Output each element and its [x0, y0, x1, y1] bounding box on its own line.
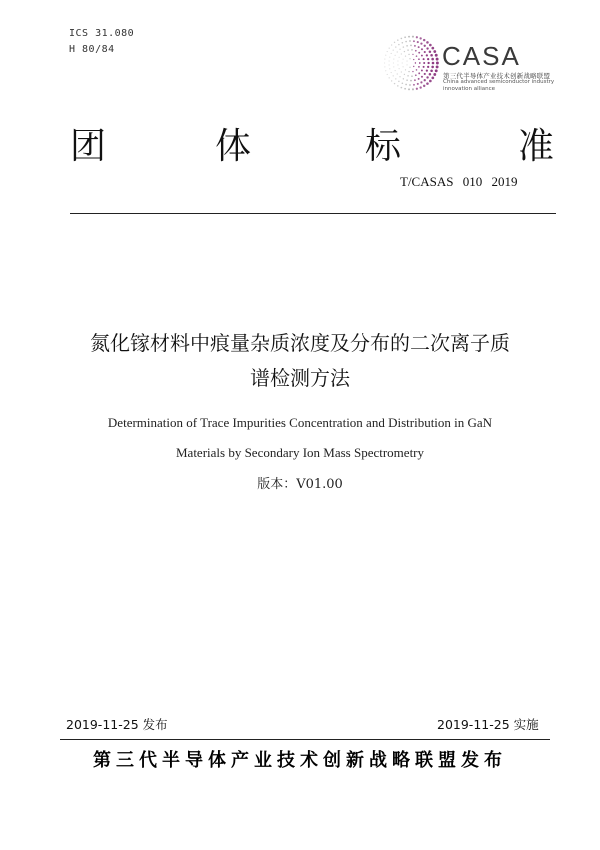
- logo-dot: [403, 78, 404, 79]
- ics-code: ICS 31.080: [69, 28, 135, 39]
- logo-dot: [410, 45, 412, 47]
- logo-dot: [395, 55, 396, 56]
- logo-dot: [389, 64, 390, 65]
- logo-dot: [394, 42, 395, 43]
- logo-dot: [391, 72, 392, 73]
- logo-dot: [398, 44, 399, 45]
- ccs-code: H 80/84: [69, 44, 115, 55]
- title-chinese-line-2: 谱检测方法: [250, 366, 350, 390]
- standard-type-char-4: 准: [518, 126, 555, 167]
- casa-logo-icon: [382, 34, 440, 92]
- logo-dot: [393, 75, 394, 76]
- logo-english-name: [443, 79, 554, 93]
- logo-dot: [416, 69, 418, 71]
- logo-dot: [418, 72, 420, 74]
- logo-dot: [412, 71, 413, 72]
- logo-dot: [404, 51, 405, 52]
- header-divider: [70, 213, 556, 214]
- logo-dot: [419, 62, 421, 64]
- logo-dot: [430, 54, 433, 57]
- logo-dot: [402, 62, 403, 63]
- logo-dot: [415, 50, 417, 52]
- logo-dot: [432, 62, 435, 65]
- logo-dot: [394, 83, 395, 84]
- logo-dot: [423, 66, 425, 68]
- standard-type-char-3: 标: [365, 126, 402, 167]
- logo-dot: [407, 75, 408, 76]
- logo-dot: [389, 48, 390, 49]
- logo-dot: [399, 68, 400, 69]
- logo-dot: [416, 55, 418, 57]
- logo-dot: [429, 44, 432, 47]
- logo-dot: [410, 80, 412, 82]
- logo-dot: [405, 41, 407, 43]
- logo-dot: [391, 44, 392, 45]
- logo-dot: [423, 58, 425, 60]
- logo-dot: [403, 46, 404, 47]
- logo-dot: [424, 73, 426, 75]
- logo-dot: [391, 80, 392, 81]
- logo-dot: [403, 66, 404, 67]
- logo-dot: [397, 73, 398, 74]
- logo-dot: [384, 62, 385, 63]
- logo-dot: [397, 51, 398, 52]
- logo-dot: [408, 54, 409, 55]
- logo-dot: [408, 36, 410, 38]
- logo-dot: [420, 43, 422, 45]
- logo-dot: [423, 39, 425, 41]
- publisher: 第三代半导体产业技术创新战略联盟发布: [93, 750, 507, 771]
- logo-dot: [418, 66, 420, 68]
- logo-dot: [389, 68, 390, 69]
- logo-dot: [424, 45, 426, 47]
- logo-dot: [384, 59, 385, 60]
- logo-dot: [418, 58, 420, 60]
- logo-dot: [426, 76, 428, 78]
- logo-dot: [421, 55, 423, 57]
- logo-dot: [426, 70, 428, 72]
- logo-dot: [406, 61, 407, 62]
- logo-dot: [393, 49, 394, 50]
- logo-dot: [404, 36, 406, 38]
- logo-dot: [429, 73, 432, 76]
- logo-dot: [397, 60, 398, 61]
- logo-english-line-2: innovation alliance: [443, 86, 495, 92]
- logo-dot: [406, 64, 407, 65]
- logo-dot: [433, 73, 436, 76]
- logo-dot: [409, 67, 410, 68]
- logo-dot: [397, 85, 399, 87]
- logo-dot: [413, 59, 414, 60]
- logo-dot: [433, 50, 436, 53]
- logo-dot: [424, 51, 426, 53]
- logo-dot: [401, 38, 403, 40]
- logo-dot: [413, 84, 415, 86]
- logo-dot: [412, 54, 413, 55]
- logo-dot: [415, 74, 417, 76]
- logo-dot: [389, 60, 390, 61]
- logo-dot: [414, 79, 416, 81]
- logo-dot: [436, 65, 439, 68]
- logo-dot: [429, 50, 432, 53]
- logo-dot: [402, 42, 404, 44]
- logo-dot: [385, 70, 386, 71]
- logo-dot: [391, 53, 392, 54]
- logo-dot: [397, 64, 398, 65]
- logo-dot: [384, 66, 385, 67]
- logo-dot: [419, 86, 421, 88]
- logo-dot: [413, 40, 415, 42]
- logo-dot: [395, 70, 396, 71]
- logo-dot: [426, 47, 428, 49]
- logo-dot: [404, 74, 405, 75]
- logo-dot: [412, 36, 414, 38]
- logo-dot: [435, 69, 438, 72]
- logo-dot: [403, 59, 404, 60]
- logo-dot: [423, 62, 425, 64]
- logo-dot: [426, 54, 428, 56]
- logo-dot: [430, 69, 433, 72]
- logo-dot: [427, 66, 429, 68]
- logo-dot: [408, 71, 409, 72]
- logo-dot: [413, 66, 414, 67]
- logo-dot: [407, 49, 408, 50]
- logo-dot: [424, 79, 426, 81]
- logo-dot: [399, 76, 400, 77]
- logo-dot: [401, 87, 403, 89]
- logo-dot: [402, 82, 404, 84]
- logo-dot: [431, 77, 434, 80]
- logo-dot: [431, 66, 434, 69]
- logo-dot: [387, 51, 388, 52]
- logo-dot: [436, 62, 439, 65]
- logo-dot: [395, 46, 396, 47]
- logo-dot: [397, 39, 399, 41]
- logo-dot: [395, 78, 396, 79]
- logo-dot: [415, 62, 416, 63]
- logo-dot: [417, 83, 419, 85]
- logo-dot: [426, 82, 429, 85]
- logo-dot: [427, 62, 429, 64]
- logo-dot: [404, 88, 406, 90]
- logo-dot: [411, 75, 413, 77]
- logo-dot: [412, 88, 414, 90]
- logo-dot: [421, 48, 423, 50]
- logo-dot: [406, 45, 408, 47]
- logo-dot: [419, 37, 421, 39]
- logo-dot: [436, 58, 439, 61]
- logo-dot: [408, 88, 410, 90]
- casa-logo-mark: [382, 34, 440, 92]
- logo-dot: [427, 58, 429, 60]
- logo-dot: [416, 88, 418, 90]
- logo-dot: [411, 49, 413, 51]
- logo-dot: [418, 52, 420, 54]
- implementation-date: 2019-11-25 实施: [437, 717, 539, 732]
- logo-dot: [405, 84, 407, 86]
- logo-dot: [406, 79, 408, 81]
- logo-dot: [387, 74, 388, 75]
- logo-dot: [401, 71, 402, 72]
- version-label: 版本：V01.00: [257, 477, 343, 492]
- logo-dot: [414, 45, 416, 47]
- logo-dot: [393, 62, 394, 63]
- logo-dot: [429, 80, 432, 83]
- logo-dot: [393, 66, 394, 67]
- logo-dot: [420, 81, 422, 83]
- logo-dot: [423, 85, 425, 87]
- logo-dot: [421, 69, 423, 71]
- logo-name: CASA: [442, 41, 521, 71]
- logo-chinese-name: 第三代半导体产业技术创新战略联盟: [443, 72, 551, 80]
- logo-dot: [431, 58, 434, 61]
- logo-dot: [399, 49, 400, 50]
- logo-dot: [405, 69, 406, 70]
- logo-dot: [399, 57, 400, 58]
- logo-dot: [393, 59, 394, 60]
- issue-date: 2019-11-25 发布: [66, 717, 168, 732]
- logo-dot: [389, 77, 390, 78]
- logo-dot: [389, 57, 390, 58]
- logo-dot: [405, 56, 406, 57]
- logo-dot: [418, 78, 420, 80]
- logo-dot: [417, 41, 419, 43]
- logo-dot: [421, 76, 423, 78]
- logo-dot: [426, 41, 429, 44]
- logo-dot: [435, 54, 438, 57]
- title-chinese-line-1: 氮化镓材料中痕量杂质浓度及分布的二次离子质: [90, 331, 510, 355]
- standard-number: T/CASAS 010 2019: [400, 174, 518, 189]
- logo-dot: [409, 58, 410, 59]
- logo-dot: [416, 36, 418, 38]
- logo-dot: [409, 40, 411, 42]
- standard-type-char-1: 团: [70, 126, 107, 167]
- logo-dot: [398, 81, 399, 82]
- standard-type-char-2: 体: [215, 126, 252, 167]
- logo-dot: [409, 84, 411, 86]
- logo-dot: [418, 46, 420, 48]
- title-english-line-1: Determination of Trace Impurities Concentration and Distribution in GaN: [107, 415, 493, 430]
- logo-dot: [431, 47, 434, 50]
- logo-dot: [401, 53, 402, 54]
- logo-dot: [385, 55, 386, 56]
- logo-english-line-1: China advanced semiconductor industry: [443, 79, 555, 85]
- title-english-line-2: Materials by Secondary Ion Mass Spectrometry: [175, 445, 425, 460]
- footer-divider: [60, 739, 550, 740]
